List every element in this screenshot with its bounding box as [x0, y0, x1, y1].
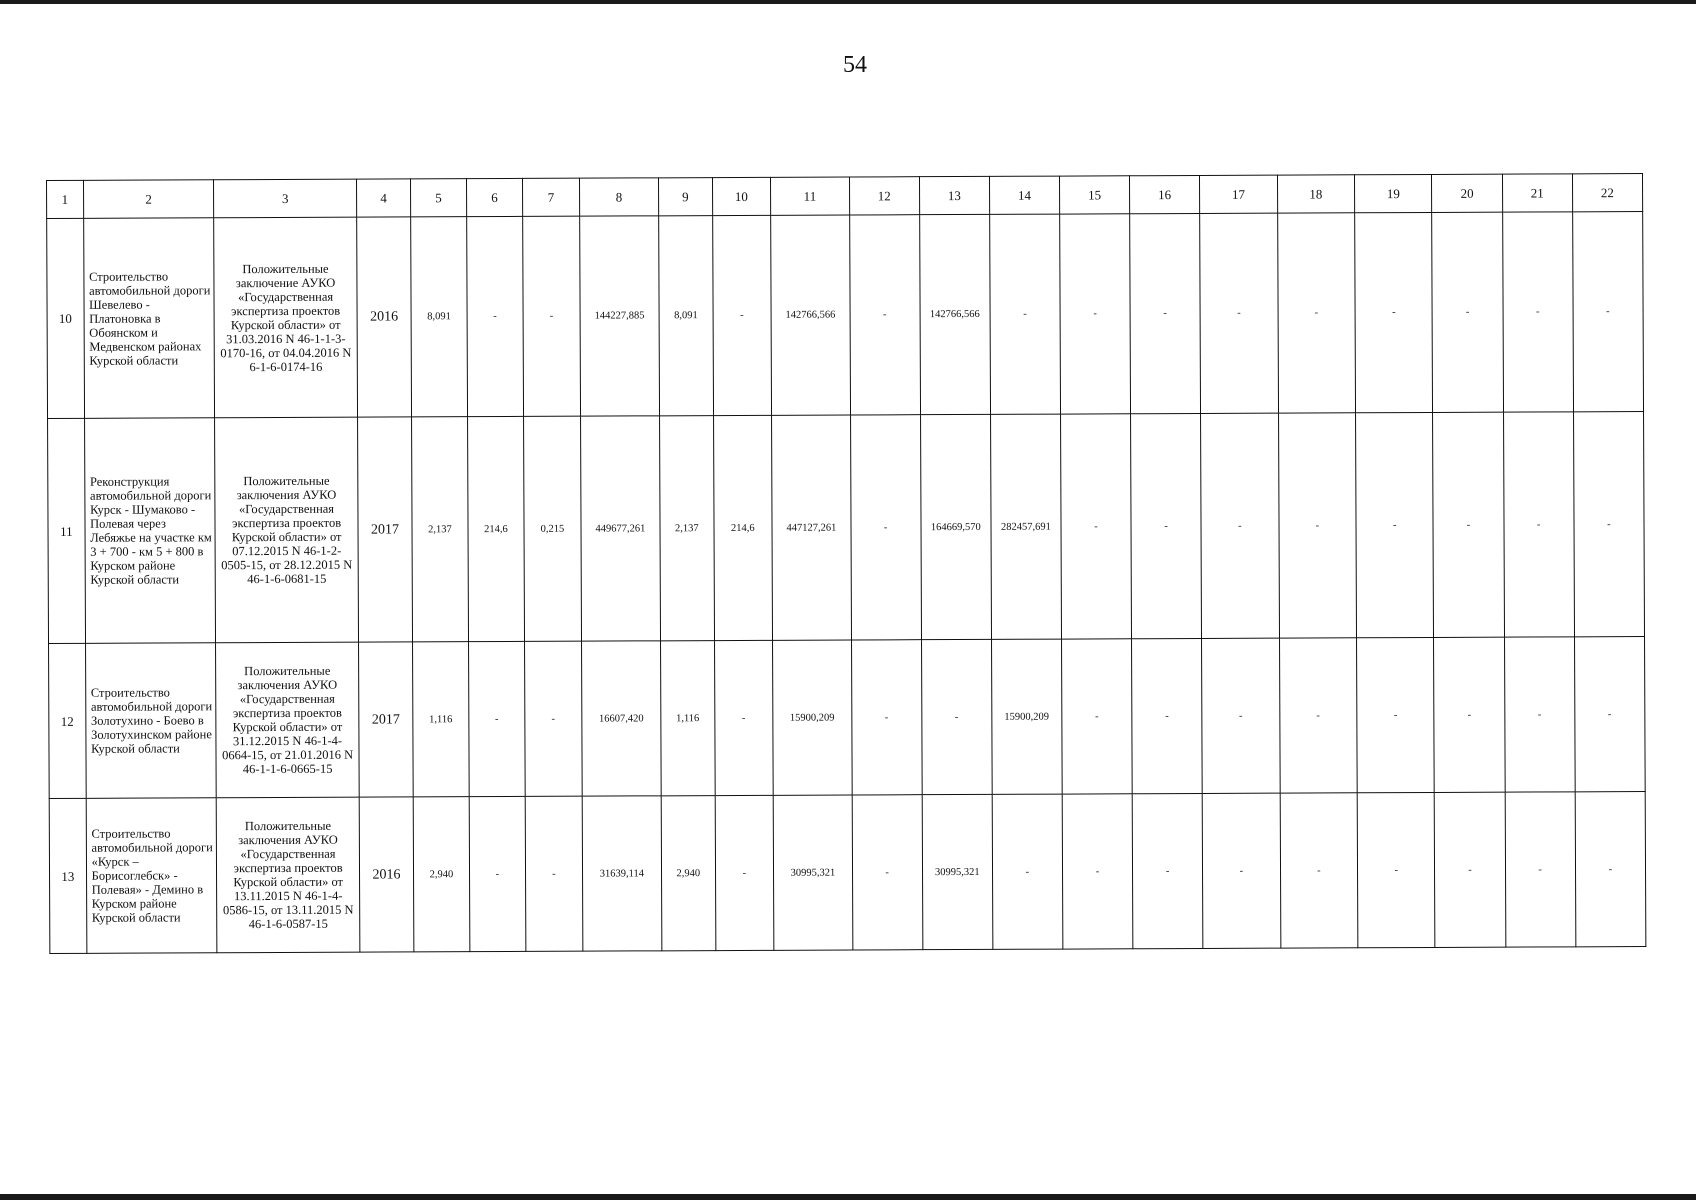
- table-cell: -: [1503, 412, 1574, 637]
- table-cell: -: [1505, 792, 1576, 947]
- year-cell: 2017: [358, 642, 413, 797]
- table-cell: -: [1132, 793, 1203, 948]
- year-cell: 2017: [357, 417, 412, 642]
- table-cell: -: [1573, 412, 1644, 637]
- table-cell: 15900,209: [773, 640, 852, 795]
- row-number: 11: [48, 418, 86, 643]
- table-cell: 447127,261: [772, 415, 851, 640]
- header-cell: 13: [919, 176, 989, 214]
- table-cell: 449677,261: [580, 416, 661, 641]
- table-cell: -: [1357, 637, 1435, 792]
- table-cell: 214,6: [713, 415, 773, 640]
- table-cell: 8,091: [659, 216, 713, 416]
- header-cell: 19: [1355, 174, 1433, 212]
- table-cell: -: [1060, 414, 1131, 639]
- header-cell: 22: [1572, 174, 1642, 212]
- table-cell: -: [715, 795, 774, 950]
- table-cell: -: [1572, 212, 1643, 412]
- table-cell: 282457,691: [990, 414, 1061, 639]
- table-cell: 142766,566: [919, 214, 990, 414]
- table-cell: -: [1434, 637, 1505, 792]
- table-cell: 2,137: [660, 416, 714, 641]
- table-cell: -: [921, 639, 992, 794]
- header-cell: 6: [466, 178, 523, 216]
- table-cell: -: [1201, 413, 1279, 638]
- table-cell: -: [850, 415, 921, 640]
- header-cell: 2: [83, 180, 214, 219]
- table-cell: 2,940: [661, 796, 715, 951]
- table-cell: 15900,209: [991, 639, 1062, 794]
- table-row: [49, 637, 1646, 799]
- table-cell: 164669,570: [920, 414, 991, 639]
- row-number: 13: [49, 798, 86, 953]
- table-cell: 144227,885: [579, 216, 659, 416]
- table-row: [49, 792, 1646, 954]
- expertise-document: Положительные заключение АУКО «Государственная экспертиза проектов Курской области» от 31.03.2016 N 46-1-1-3-0170-16, от 04.04.2016 N 6-1-6-0174-16: [214, 217, 357, 418]
- table-cell: -: [1433, 412, 1504, 637]
- table-cell: 30995,321: [773, 795, 852, 950]
- scan-edge-bottom: [0, 1194, 1696, 1200]
- table-cell: -: [992, 794, 1063, 949]
- table-cell: -: [1277, 213, 1355, 413]
- table-cell: -: [525, 641, 582, 796]
- table-row: [48, 412, 1645, 644]
- header-cell: 3: [214, 179, 356, 218]
- object-name: Строительство автомобильной дороги «Курск – Борисоглебск» - Полевая» - Демино в Курском районе Курской области: [86, 798, 217, 954]
- header-cell: 18: [1277, 175, 1355, 213]
- table-cell: -: [1062, 794, 1133, 949]
- table-cell: -: [1355, 212, 1433, 412]
- table-cell: -: [1278, 413, 1356, 638]
- header-cell: 9: [659, 178, 713, 216]
- table-cell: -: [1131, 413, 1202, 638]
- table-cell: -: [1200, 213, 1278, 413]
- table-cell: -: [1356, 412, 1434, 637]
- table-cell: 8,091: [411, 217, 467, 417]
- header-cell: 21: [1502, 174, 1572, 212]
- table-cell: -: [1435, 792, 1506, 947]
- object-name: Строительство автомобильной дороги Шевелево - Платоновка в Обоянском и Медвенском районах Курской области: [83, 218, 215, 419]
- table-cell: -: [714, 640, 773, 795]
- header-cell: 20: [1432, 174, 1502, 212]
- expertise-document: Положительные заключения АУКО «Государственная экспертиза проектов Курской области» от 13.11.2015 N 46-1-4-0586-15, от 13.11.2015 N 46-1-6-0587-15: [217, 797, 360, 953]
- table-cell: -: [849, 215, 920, 415]
- table-cell: -: [1432, 212, 1503, 412]
- header-cell: 11: [771, 177, 850, 215]
- header-cell: 8: [579, 178, 659, 216]
- table-cell: -: [1202, 793, 1280, 948]
- scan-edge-top: [0, 0, 1696, 4]
- table-cell: 0,215: [524, 416, 581, 641]
- table-cell: -: [1130, 213, 1201, 413]
- table-cell: -: [469, 796, 526, 951]
- table-cell: -: [468, 641, 525, 796]
- table-cell: 2,137: [412, 417, 468, 642]
- table-cell: 30995,321: [922, 794, 993, 949]
- header-cell: 10: [712, 177, 771, 215]
- header-cell: 16: [1130, 175, 1200, 213]
- header-cell: 5: [411, 179, 467, 217]
- table-cell: -: [466, 216, 523, 416]
- table-cell: -: [523, 216, 580, 416]
- table-cell: -: [1060, 214, 1131, 414]
- object-name: Строительство автомобильной дороги Золотухино - Боево в Золотухинском районе Курской области: [85, 643, 216, 799]
- table-cell: -: [1504, 637, 1575, 792]
- table-cell: -: [989, 214, 1060, 414]
- table-cell: -: [1202, 638, 1280, 793]
- table-cell: -: [1502, 212, 1573, 412]
- table-cell: -: [851, 640, 922, 795]
- header-cell: 17: [1200, 175, 1278, 213]
- table-cell: -: [712, 215, 771, 415]
- table-row: [47, 212, 1644, 419]
- header-cell: 7: [523, 178, 580, 216]
- table-cell: 214,6: [467, 416, 524, 641]
- row-number: 10: [47, 218, 84, 418]
- data-table: [46, 173, 1646, 954]
- header-cell: 4: [356, 179, 411, 217]
- table-cell: -: [1132, 638, 1203, 793]
- table-cell: -: [525, 796, 582, 951]
- header-cell: 14: [989, 176, 1059, 214]
- table-cell: 31639,114: [582, 796, 662, 951]
- expertise-document: Положительные заключения АУКО «Государственная экспертиза проектов Курской области» от 31.12.2015 N 46-1-4-0664-15, от 21.01.2016 N 46-1-1-6-0665-15: [216, 642, 359, 798]
- table-cell: -: [1357, 792, 1435, 947]
- table-cell: -: [1279, 638, 1357, 793]
- header-cell: 1: [47, 180, 84, 218]
- table-cell: 1,116: [413, 642, 469, 797]
- table-cell: 16607,420: [581, 641, 661, 796]
- header-cell: 15: [1059, 176, 1129, 214]
- table-cell: -: [852, 795, 923, 950]
- table-cell: -: [1575, 792, 1646, 947]
- table-cell: 1,116: [661, 641, 715, 796]
- table-cell: -: [1061, 639, 1132, 794]
- object-name: Реконструкция автомобильной дороги Курск - Шумаково - Полевая через Лебяжье на участке км 3 + 700 - км 5 + 800 в Курском районе Курской области: [84, 418, 216, 644]
- table-cell: -: [1574, 637, 1645, 792]
- year-cell: 2016: [356, 217, 411, 417]
- year-cell: 2016: [359, 797, 414, 952]
- header-cell: 12: [849, 177, 919, 215]
- table-cell: 142766,566: [771, 215, 850, 415]
- table-cell: 2,940: [413, 797, 469, 952]
- row-number: 12: [49, 643, 86, 798]
- page-number: 54: [843, 52, 867, 78]
- expertise-document: Положительные заключения АУКО «Государственная экспертиза проектов Курской области» от 07.12.2015 N 46-1-2-0505-15, от 28.12.2015 N 46-1-6-0681-15: [215, 417, 358, 643]
- table-cell: -: [1280, 793, 1358, 948]
